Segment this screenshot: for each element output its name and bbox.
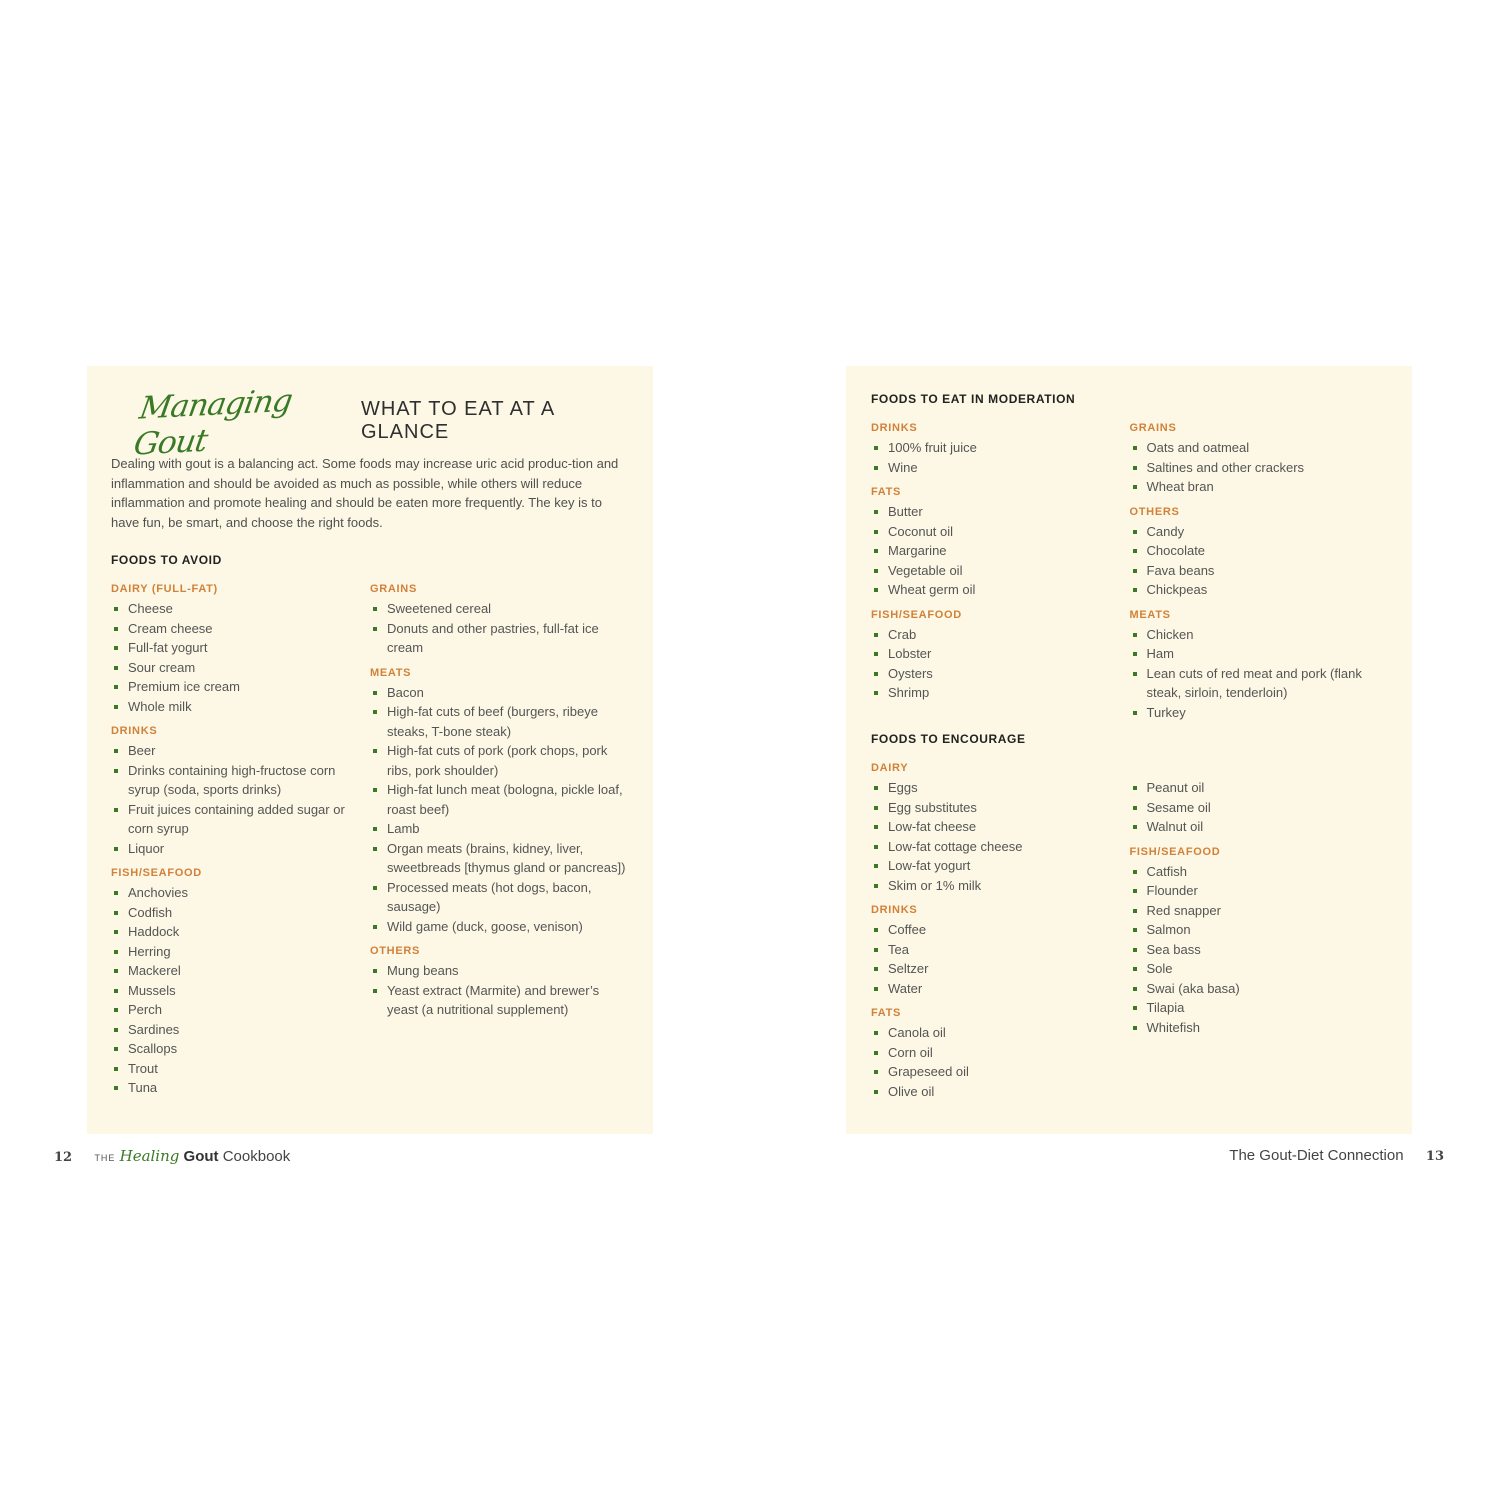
list-item: Flounder [1130,881,1389,901]
category-heading: DAIRY [871,762,909,774]
food-list [871,778,1130,895]
list-item: High-fat cuts of pork (pork chops, pork ribs, pork shoulder) [370,741,629,780]
list-item: Oats and oatmeal [1130,438,1389,458]
food-list [1130,438,1389,497]
list-item: Yeast extract (Marmite) and brewer’s yeast (a nutritional supplement) [370,981,629,1020]
category-heading: FISH/SEAFOOD [1129,845,1221,858]
list-item: Canola oil [871,1023,1130,1043]
list-item: Processed meats (hot dogs, bacon, sausage) [370,878,629,917]
list-item: Red snapper [1130,901,1389,921]
food-list [871,1023,1130,1101]
list-item: Beer [111,741,370,761]
category-heading: GRAINS [370,583,417,595]
list-item: 100% fruit juice [871,438,1130,458]
list-item: Corn oil [871,1043,1130,1063]
right-page-panel [846,366,1412,1134]
brand-the: THE [94,1153,116,1163]
food-list [111,883,370,1098]
list-item: Chickpeas [1130,580,1389,600]
list-item: Whitefish [1130,1018,1389,1038]
food-list [871,502,1130,600]
category-heading: DRINKS [871,904,918,916]
food-list [871,625,1130,703]
list-item: Whole milk [111,697,370,717]
list-item: Cream cheese [111,619,370,639]
list-item: Trout [111,1059,370,1079]
food-list [1130,625,1389,723]
list-item: Lean cuts of red meat and pork (flank steak, sirloin, tenderloin) [1130,664,1389,703]
category-heading: FISH/SEAFOOD [111,867,202,879]
list-item: Sour cream [111,658,370,678]
food-list [370,961,629,1020]
list-item: Candy [1130,522,1389,542]
food-list [111,599,370,716]
list-item: Perch [111,1000,370,1020]
list-item: Fava beans [1130,561,1389,581]
avoid-columns [111,580,629,1098]
moderation-column-1 [871,419,1130,722]
category-heading: MEATS [370,666,412,679]
list-item: Sesame oil [1130,798,1389,818]
list-item: Organ meats (brains, kidney, liver, sweetbreads [thymus gland or pancreas]) [370,839,629,878]
list-item: Donuts and other pastries, full-fat ice cream [370,619,629,658]
avoid-column-2 [370,580,629,1098]
list-item: Crab [871,625,1130,645]
list-item: Skim or 1% milk [871,876,1130,896]
category-heading: GRAINS [1129,422,1177,434]
list-item: Wheat germ oil [871,580,1130,600]
list-item: Saltines and other crackers [1130,458,1389,478]
category-heading: FATS [871,1007,902,1019]
list-item: Haddock [111,922,370,942]
list-item: Butter [871,502,1130,522]
food-list [871,438,1130,477]
list-item: Water [871,979,1130,999]
list-item: Walnut oil [1130,817,1389,837]
category-heading [1130,759,1389,778]
list-item: Coffee [871,920,1130,940]
list-item: Wine [871,458,1130,478]
list-item: Herring [111,942,370,962]
brand-bold: Gout [183,1148,219,1165]
list-item: Seltzer [871,959,1130,979]
food-list [111,741,370,858]
list-item: Grapeseed oil [871,1062,1130,1082]
footer-left [54,1147,290,1165]
caps-title: WHAT TO EAT AT A GLANCE [360,398,555,443]
left-page-panel [87,366,653,1134]
list-item: Sea bass [1130,940,1389,960]
page-number-right: 13 [1425,1149,1444,1164]
list-item: Peanut oil [1130,778,1389,798]
list-item: Mussels [111,981,370,1001]
list-item: Wheat bran [1130,477,1389,497]
list-item: Tuna [111,1078,370,1098]
list-item: Low-fat cheese [871,817,1130,837]
list-item: Liquor [111,839,370,859]
brand-rest: Cookbook [222,1148,291,1165]
moderation-column-2 [1130,419,1389,722]
category-heading: OTHERS [370,945,421,957]
food-list [871,920,1130,998]
brand-script: Healing [119,1147,180,1165]
list-item: Wild game (duck, goose, venison) [370,917,629,937]
food-list [370,599,629,658]
intro-paragraph: Dealing with gout is a balancing act. Some foods may increase uric acid produc-tion and inflammation and should be avoided as much as possible, while others will reduce inflammation and promote healing and should be eaten more frequently. The key is to have fun, be smart, and choose the right foods. [111,456,619,530]
page-number-left: 12 [54,1150,73,1165]
page-title [131,382,629,463]
avoid-column-1 [111,580,370,1098]
food-list [1130,522,1389,600]
list-item: Mackerel [111,961,370,981]
list-item: Olive oil [871,1082,1130,1102]
category-heading: FISH/SEAFOOD [871,608,962,621]
category-heading: DAIRY (FULL-FAT) [111,583,218,595]
list-item: Eggs [871,778,1130,798]
list-item: Full-fat yogurt [111,638,370,658]
encourage-column-2 [1130,759,1389,1101]
list-item: Chicken [1130,625,1389,645]
category-heading: DRINKS [871,422,918,434]
list-item: Bacon [370,683,629,703]
list-item: Vegetable oil [871,561,1130,581]
footer-right [1229,1147,1444,1164]
list-item: Margarine [871,541,1130,561]
category-heading: MEATS [1129,608,1171,621]
list-item: Sole [1130,959,1389,979]
list-item: Mung beans [370,961,629,981]
list-item: Turkey [1130,703,1389,723]
list-item: Oysters [871,664,1130,684]
list-item: Tilapia [1130,998,1389,1018]
list-item: Egg substitutes [871,798,1130,818]
chapter-title: The Gout-Diet Connection [1229,1147,1404,1164]
script-title: Managing Gout [131,382,295,463]
category-heading: FATS [871,486,902,498]
list-item: Drinks containing high-fructose corn syrup (soda, sports drinks) [111,761,370,800]
list-item: Coconut oil [871,522,1130,542]
list-item: Anchovies [111,883,370,903]
list-item: Premium ice cream [111,677,370,697]
list-item: Lobster [871,644,1130,664]
list-item: Chocolate [1130,541,1389,561]
list-item: Cheese [111,599,370,619]
list-item: Low-fat cottage cheese [871,837,1130,857]
list-item: Salmon [1130,920,1389,940]
encourage-heading: FOODS TO ENCOURAGE [871,732,1026,746]
moderation-heading: FOODS TO EAT IN MODERATION [871,392,1076,406]
foods-to-avoid-heading: FOODS TO AVOID [111,553,222,567]
food-list [1130,862,1389,1038]
list-item: High-fat cuts of beef (burgers, ribeye steaks, T-bone steak) [370,702,629,741]
list-item: Fruit juices containing added sugar or corn syrup [111,800,370,839]
list-item: Sweetened cereal [370,599,629,619]
category-heading: OTHERS [1129,505,1180,518]
list-item: Swai (aka basa) [1130,979,1389,999]
list-item: Shrimp [871,683,1130,703]
list-item: Ham [1130,644,1389,664]
encourage-column-1 [871,759,1130,1101]
list-item: Scallops [111,1039,370,1059]
food-list [1130,778,1389,837]
list-item: Tea [871,940,1130,960]
list-item: Sardines [111,1020,370,1040]
category-heading: DRINKS [111,725,158,737]
list-item: Lamb [370,819,629,839]
list-item: Catfish [1130,862,1389,882]
list-item: High-fat lunch meat (bologna, pickle loaf, roast beef) [370,780,629,819]
food-list [370,683,629,937]
encourage-columns [871,759,1388,1101]
moderation-columns [871,419,1388,722]
list-item: Codfish [111,903,370,923]
list-item: Low-fat yogurt [871,856,1130,876]
